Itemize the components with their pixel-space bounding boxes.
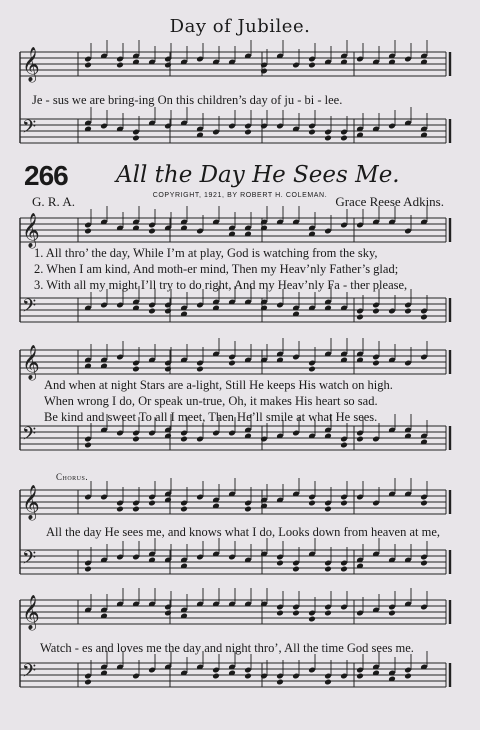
note-head <box>276 560 284 567</box>
chorus-line-1: All the day He sees me, and knows what I do, Looks down from heaven at me, <box>46 525 441 539</box>
note-head <box>340 566 348 573</box>
note-head <box>116 506 124 513</box>
note-head <box>84 442 92 449</box>
note-head <box>356 314 364 321</box>
verse-1-line-1: 1. All thro’ the day, While I’m at play, God is watching from the sky, <box>34 246 378 260</box>
note-head <box>308 616 316 623</box>
note-head <box>180 506 188 513</box>
note-head <box>164 610 172 617</box>
previous-hymn-title: Day of Jubilee. <box>169 16 311 37</box>
note-head <box>228 360 236 367</box>
treble-clef-icon: 𝄞 <box>22 595 40 630</box>
note-head <box>212 673 220 680</box>
bass-clef-icon: 𝄢 <box>22 424 37 449</box>
note-head <box>84 679 92 686</box>
note-head <box>308 366 316 373</box>
note-head <box>324 506 332 513</box>
copyright-notice: COPYRIGHT, 1921, BY ROBERT H. COLEMAN. <box>152 192 328 199</box>
verse-1-line-2: And when at night Stars are a-light, Still He keeps His watch on high. <box>44 378 393 392</box>
note-head <box>388 610 396 617</box>
note-head <box>148 308 156 315</box>
note-head <box>324 610 332 617</box>
chorus-label: Chorus. <box>56 472 89 482</box>
note-head <box>116 62 124 69</box>
note-head <box>164 308 172 315</box>
note-head <box>420 560 428 567</box>
note-head <box>132 366 140 373</box>
note-head <box>132 135 140 142</box>
note-head <box>404 308 412 315</box>
note-head <box>260 68 268 75</box>
note-head <box>292 566 300 573</box>
note-head <box>244 673 252 680</box>
chorus-line-2: Watch - es and loves me the day and night thro’, All the time God sees me. <box>40 641 414 655</box>
verse-2-line-2: When wrong I do, Or speak un-true, Oh, it makes His heart so sad. <box>44 394 378 408</box>
note-head <box>292 610 300 617</box>
note-head <box>340 500 348 507</box>
bass-clef-icon: 𝄢 <box>22 117 37 142</box>
note-head <box>148 228 156 235</box>
note-head <box>420 314 428 321</box>
note-head <box>276 679 284 686</box>
note-head <box>180 436 188 443</box>
note-head <box>356 673 364 680</box>
note-head <box>372 360 380 367</box>
bass-clef-icon: 𝄢 <box>22 548 37 573</box>
note-head <box>84 62 92 69</box>
verse-2-line-1: 2. When I am kind, And moth-er mind, Then my Heav’nly Father’s glad; <box>34 262 399 276</box>
bass-clef-icon: 𝄢 <box>22 296 37 321</box>
author-credit: Grace Reese Adkins. <box>335 194 444 209</box>
note-head <box>244 129 252 136</box>
bass-clef-icon: 𝄢 <box>22 661 37 686</box>
note-head <box>308 62 316 69</box>
verse-3-line-1: 3. With all my might I’ll try to do right, And my Heav’nly Fa - ther please, <box>34 278 408 292</box>
note-head <box>308 500 316 507</box>
note-head <box>340 135 348 142</box>
note-head <box>84 228 92 235</box>
note-head <box>84 566 92 573</box>
note-head <box>148 500 156 507</box>
note-head <box>164 62 172 69</box>
note-head <box>372 308 380 315</box>
note-head <box>324 135 332 142</box>
hymn-number: 266 <box>24 160 68 191</box>
note-head <box>164 366 172 373</box>
treble-clef-icon: 𝄞 <box>22 345 40 380</box>
note-head <box>132 436 140 443</box>
note-head <box>324 679 332 686</box>
note-head <box>276 610 284 617</box>
note-head <box>196 366 204 373</box>
note-head <box>404 673 412 680</box>
note-head <box>244 506 252 513</box>
treble-clef-icon: 𝄞 <box>22 47 40 82</box>
verse-3-line-2: Be kind and sweet To all I meet, Then He’ll smile at what He sees. <box>44 410 378 424</box>
hymn-title: All the Day He Sees Me. <box>116 162 400 188</box>
note-head <box>308 129 316 136</box>
note-head <box>324 566 332 573</box>
note-head <box>132 506 140 513</box>
note-head <box>356 436 364 443</box>
previous-hymn-lyric: Je - sus we are bring-ing On this children’s day of ju - bi - lee. <box>32 93 343 107</box>
treble-clef-icon: 𝄞 <box>22 485 40 520</box>
composer-credit: G. R. A. <box>32 194 75 209</box>
note-head <box>420 500 428 507</box>
note-head <box>340 442 348 449</box>
treble-clef-icon: 𝄞 <box>22 213 40 248</box>
